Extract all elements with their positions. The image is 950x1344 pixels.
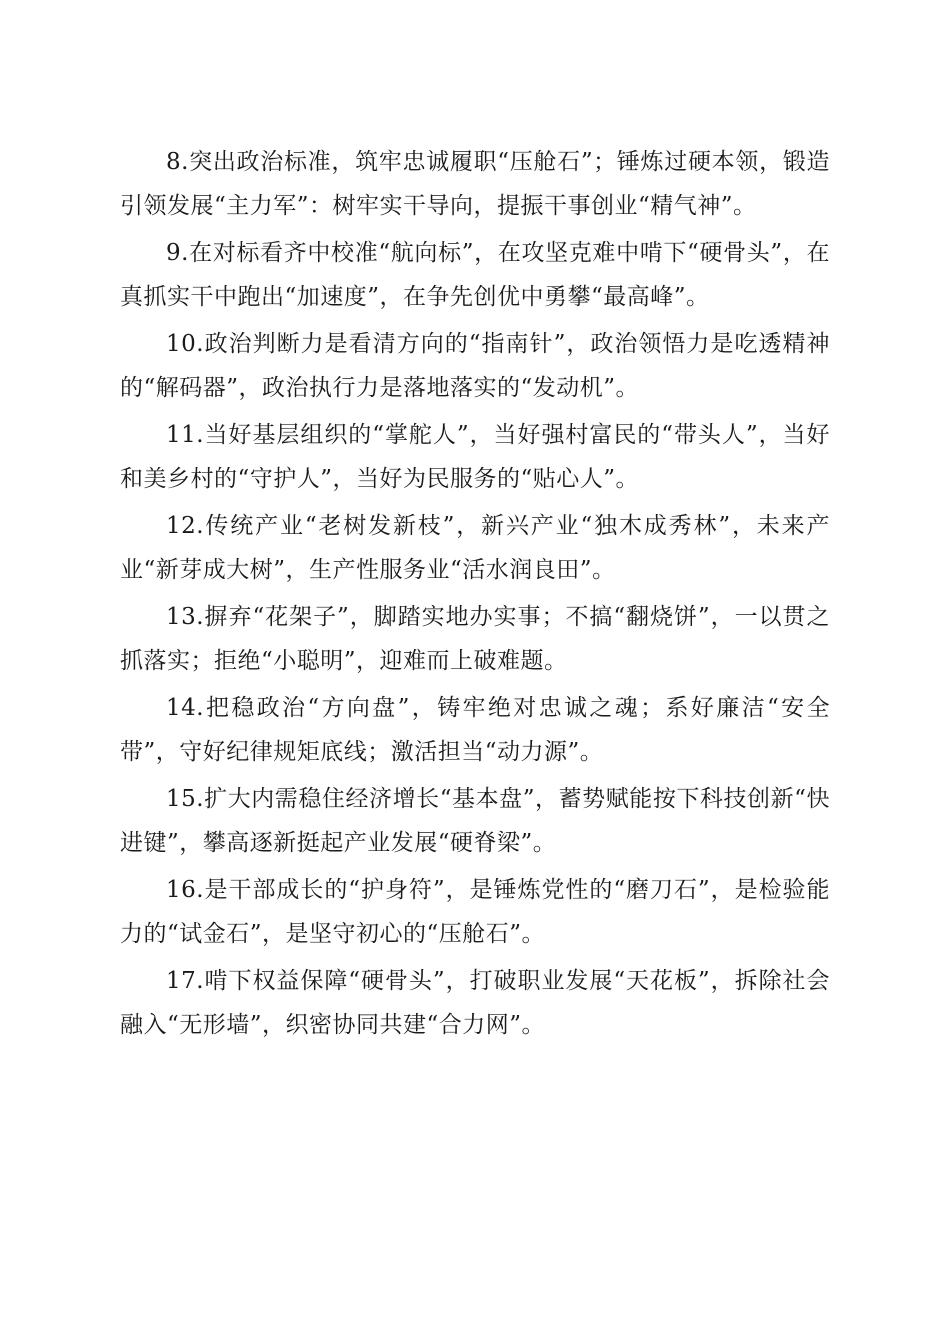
paragraph-8: 8.突出政治标准，筑牢忠诚履职“压舱石”；锤炼过硬本领，锻造引领发展“主力军”：树牢实干导向，提振干事创业“精气神”。 (120, 149, 830, 219)
paragraph-17: 17.啃下权益保障“硬骨头”，打破职业发展“天花板”，拆除社会融入“无形墙”，织密协同共建“合力网”。 (120, 968, 830, 1038)
paragraph-16: 16.是干部成长的“护身符”，是锤炼党性的“磨刀石”，是检验能力的“试金石”，是坚守初心的“压舱石”。 (120, 877, 830, 947)
paragraph-11: 11.当好基层组织的“掌舵人”，当好强村富民的“带头人”，当好和美乡村的“守护人”，当好为民服务的“贴心人”。 (120, 422, 830, 492)
paragraph-12: 12.传统产业“老树发新枝”，新兴产业“独木成秀林”，未来产业“新芽成大树”，生产性服务业“活水润良田”。 (120, 513, 830, 583)
paragraph-9: 9.在对标看齐中校准“航向标”，在攻坚克难中啃下“硬骨头”，在真抓实干中跑出“加速度”，在争先创优中勇攀“最高峰”。 (120, 240, 830, 310)
paragraph-14: 14.把稳政治“方向盘”，铸牢绝对忠诚之魂；系好廉洁“安全带”，守好纪律规矩底线；激活担当“动力源”。 (120, 695, 830, 765)
paragraph-15: 15.扩大内需稳住经济增长“基本盘”，蓄势赋能按下科技创新“快进键”，攀高逐新挺起产业发展“硬脊梁”。 (120, 786, 830, 856)
paragraph-13: 13.摒弃“花架子”，脚踏实地办实事；不搞“翻烧饼”，一以贯之抓落实；拒绝“小聪明”，迎难而上破难题。 (120, 604, 830, 674)
paragraph-10: 10.政治判断力是看清方向的“指南针”，政治领悟力是吃透精神的“解码器”，政治执行力是落地落实的“发动机”。 (120, 331, 830, 401)
document-body (120, 140, 830, 1050)
